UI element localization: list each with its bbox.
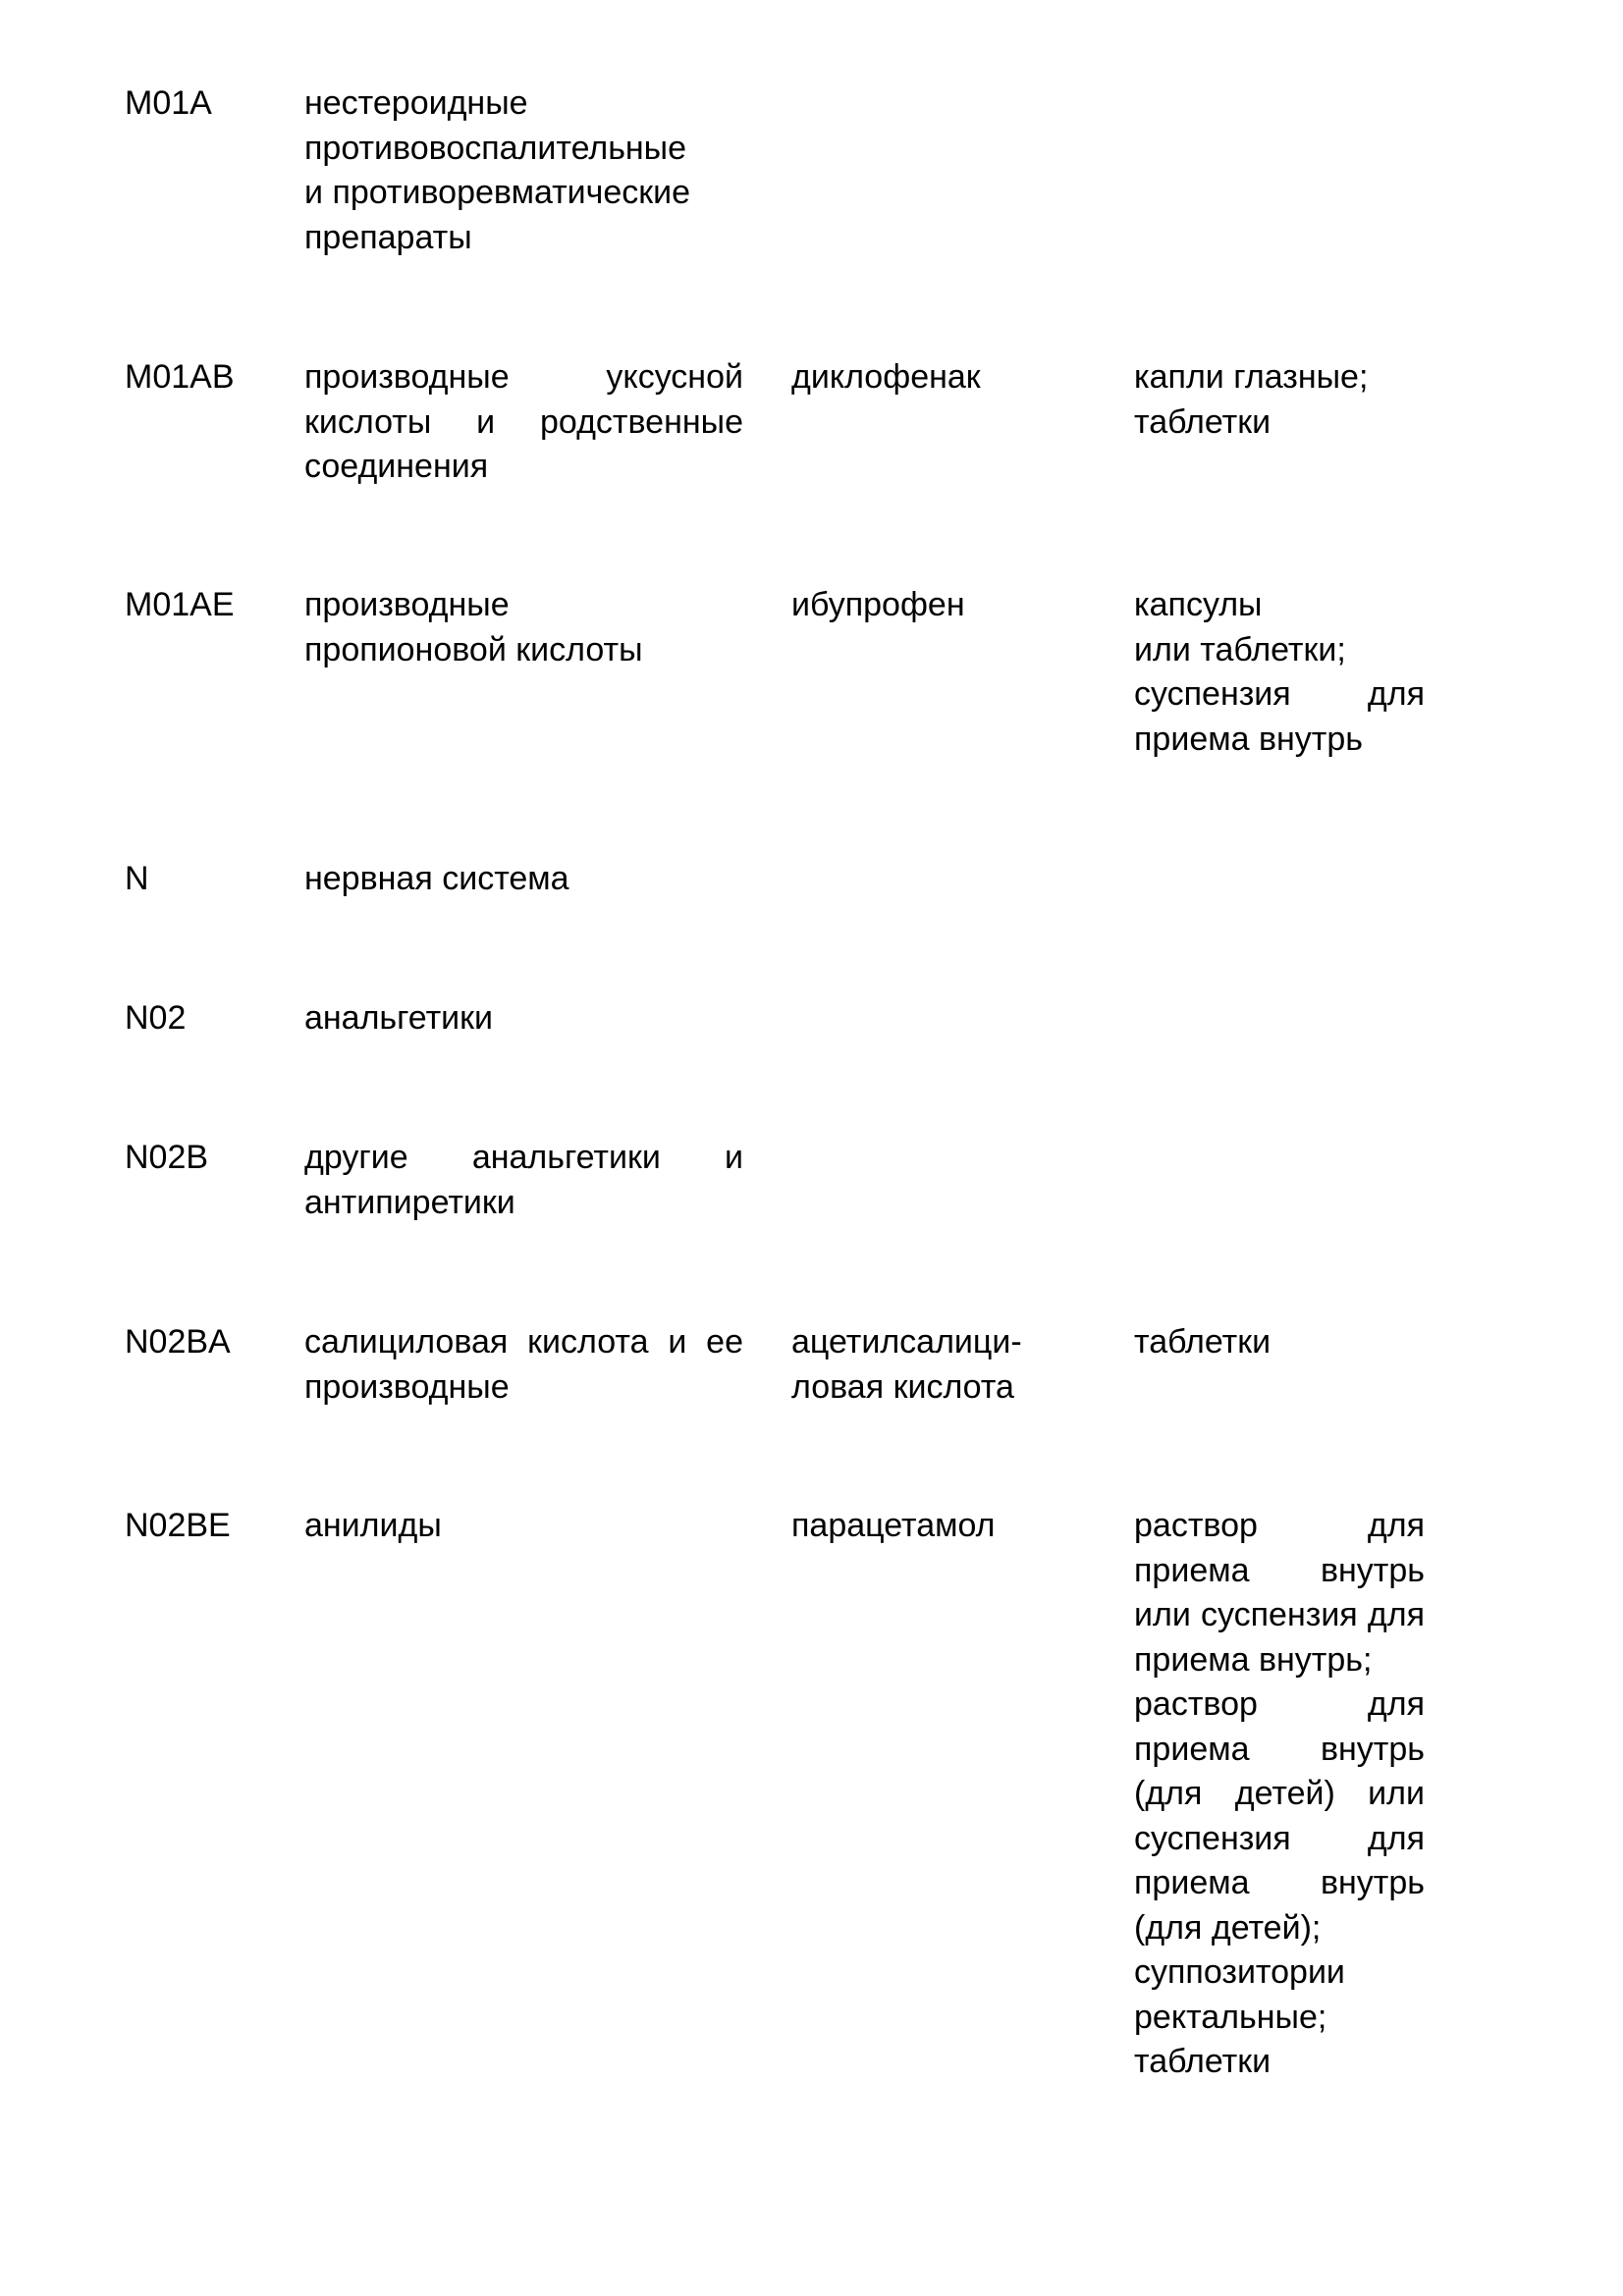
- dosage-form: таблетки: [1134, 1323, 1271, 1361]
- dosage-form: капсулы или таблетки; суспензия для приема внутрь: [1134, 586, 1425, 758]
- drug-name: ибупрофен: [791, 586, 965, 623]
- atc-code: M01A: [125, 84, 212, 122]
- atc-code: M01AB: [125, 358, 235, 396]
- drug-name: диклофенак: [791, 358, 981, 396]
- group-name: другие анальгетики и антипиретики: [304, 1139, 743, 1221]
- group-name: нестероидные противовоспалительные и противоревматические препараты: [304, 84, 691, 256]
- dosage-form: капли глазные; таблетки: [1134, 358, 1369, 441]
- group-name: производные уксусной кислоты и родственные соединения: [304, 358, 743, 485]
- drug-name: парацетамол: [791, 1507, 996, 1544]
- group-name: салициловая кислота и ее производные: [304, 1323, 743, 1406]
- group-name: анилиды: [304, 1507, 442, 1544]
- atc-code: N02BA: [125, 1323, 231, 1361]
- atc-code: N: [125, 860, 149, 897]
- dosage-form: раствор для приема внутрь или суспензия для приема внутрь; раствор для приема внутрь (для детей) или суспензия для приема внутрь (для детей); суппозитории ректальные; таблетки: [1134, 1507, 1425, 2080]
- group-name: нервная система: [304, 860, 569, 897]
- drug-name: ацетилсалици- ловая кислота: [791, 1323, 1022, 1406]
- group-name: анальгетики: [304, 999, 494, 1037]
- group-name: производные пропионовой кислоты: [304, 586, 643, 668]
- atc-code: N02: [125, 999, 187, 1037]
- atc-code: M01AE: [125, 586, 235, 623]
- atc-code: N02B: [125, 1139, 209, 1176]
- atc-code: N02BE: [125, 1507, 231, 1544]
